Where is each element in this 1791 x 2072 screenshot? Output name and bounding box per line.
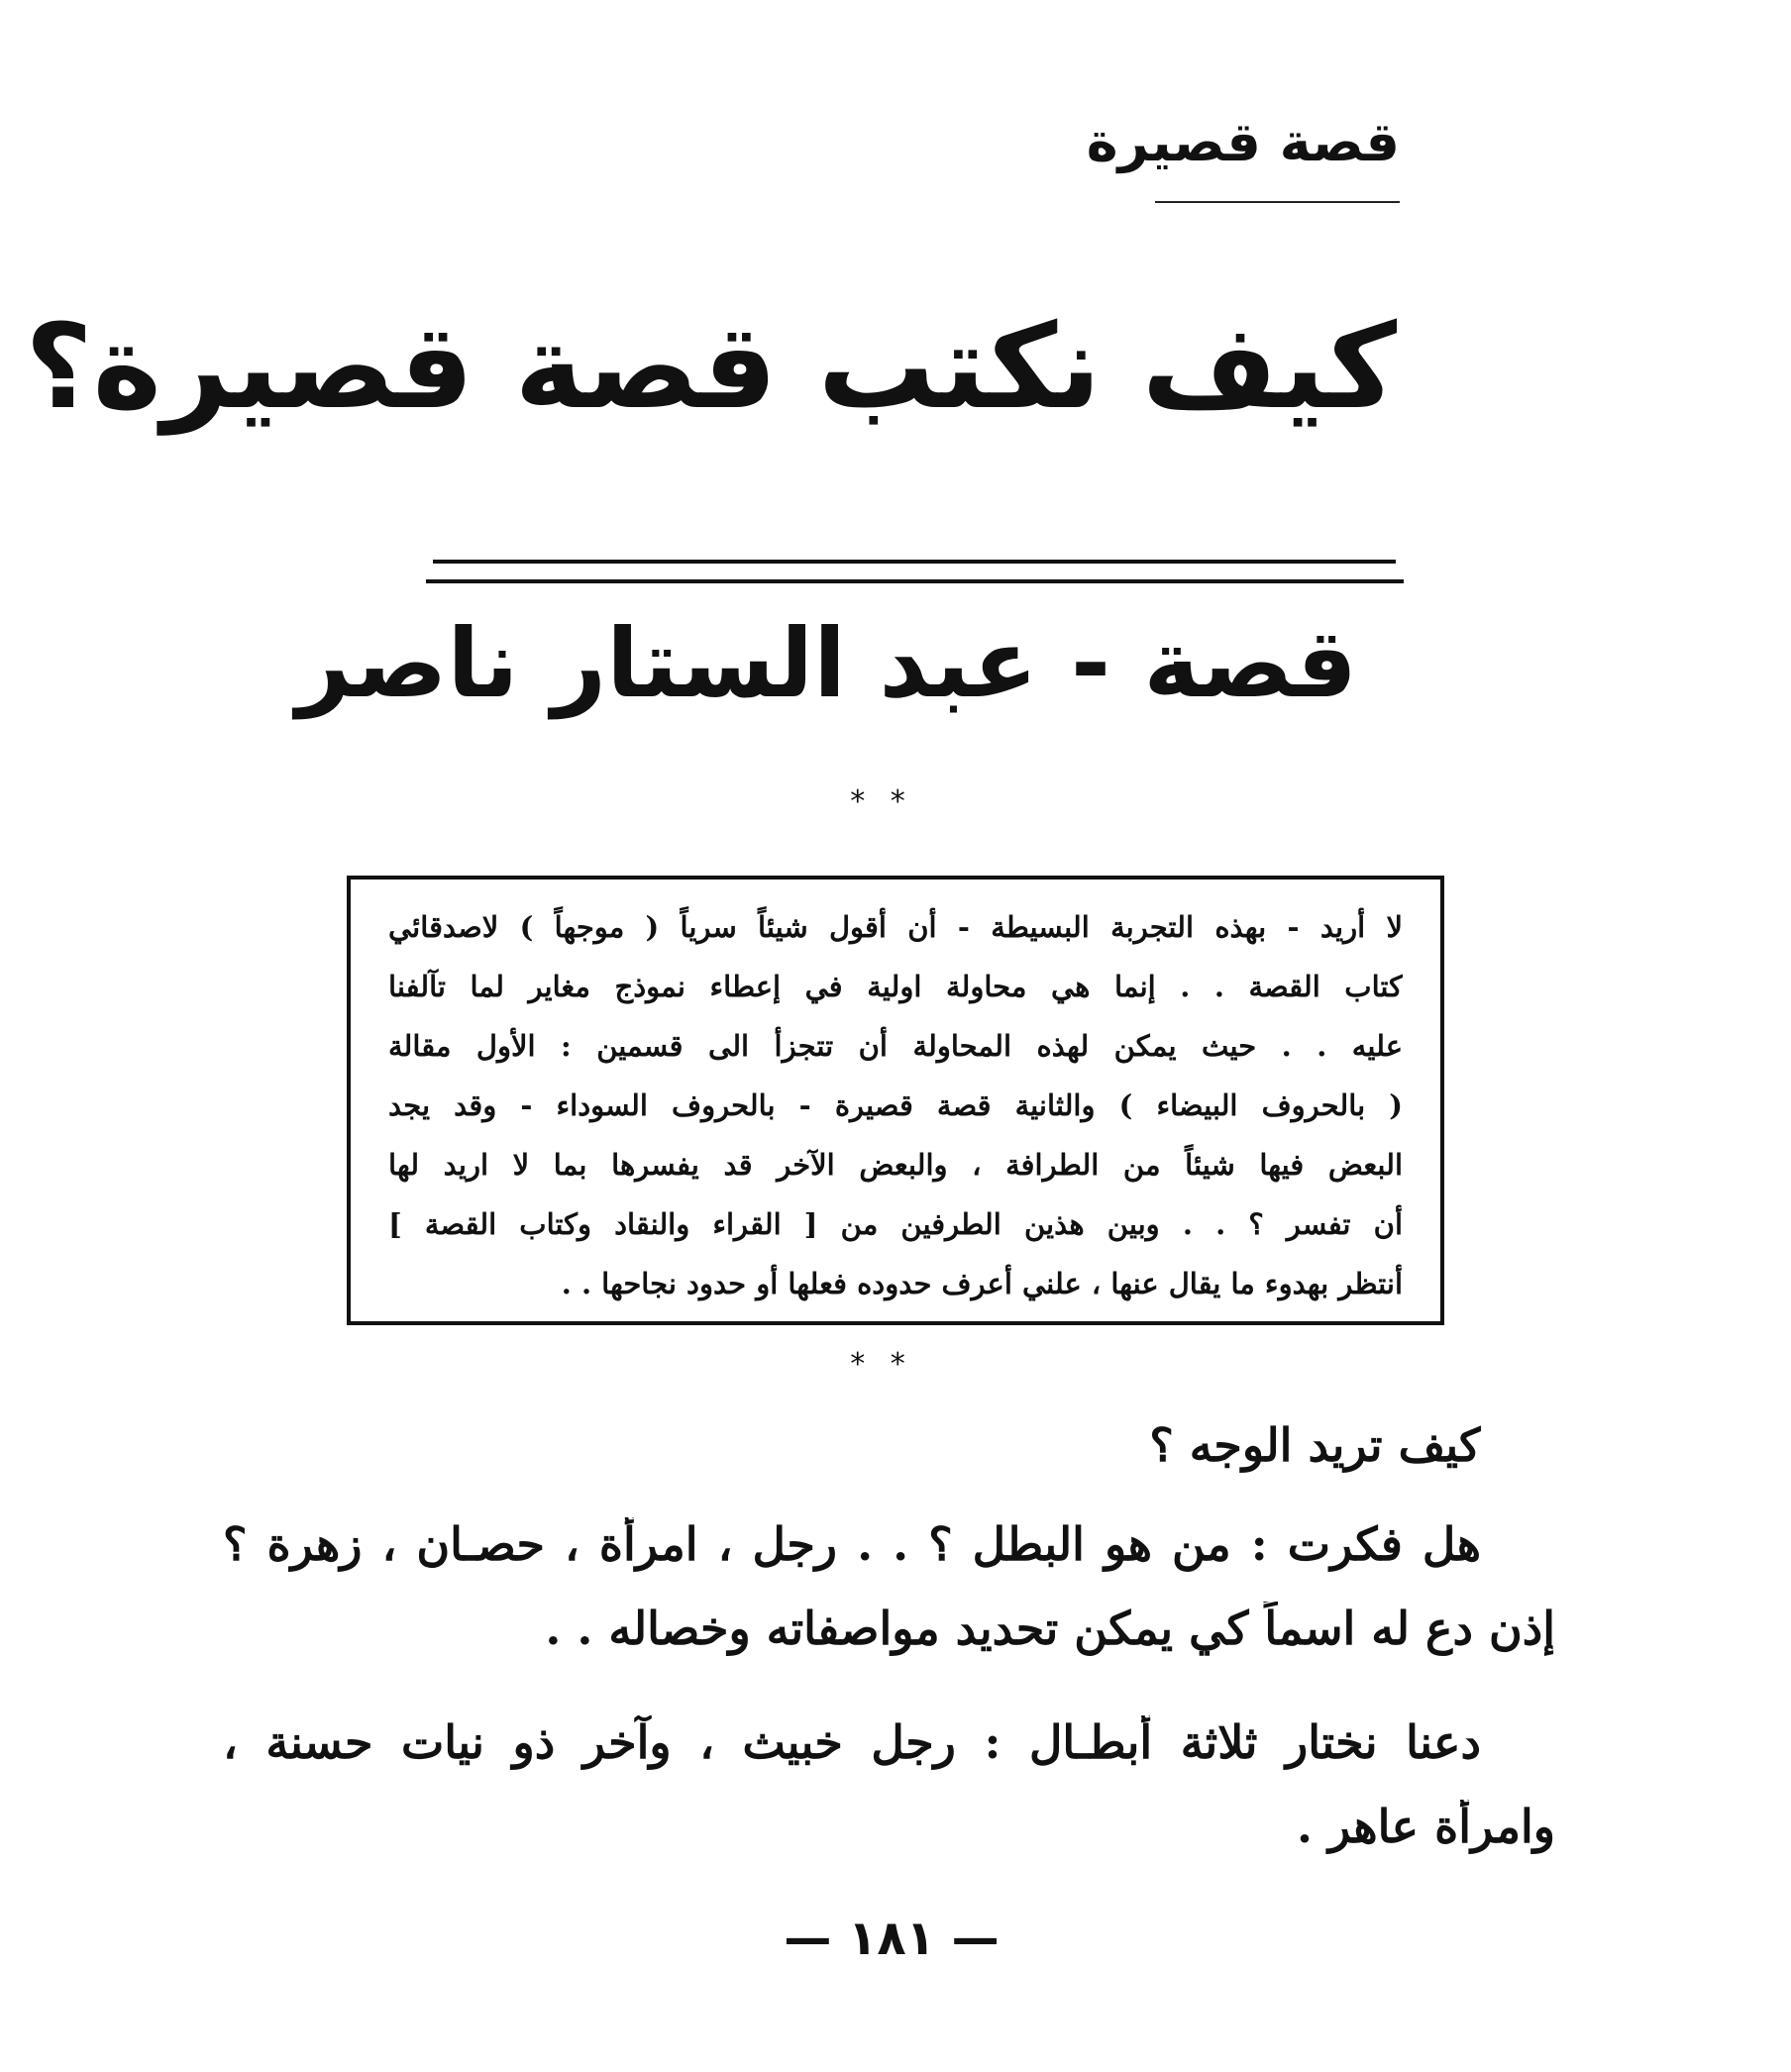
ornament-stars-bottom: * * xyxy=(850,1347,913,1382)
body-line: إذن دع له اسماً كي يمكن تحديد مواصفاته وخصاله . . xyxy=(545,1602,1555,1655)
title-divider-top xyxy=(433,560,1396,564)
intro-line: لا أريد - بهذه التجربة البسيطة - أن أقول شيئاً سرياً ( موجهاً ) لاصدقائي xyxy=(388,910,1403,944)
body-line: كيف تريد الوجه ؟ xyxy=(1149,1418,1481,1472)
intro-line: أن تفسر ؟ . . وبين هذين الطرفين من [ القراء والنقاد وكتاب القصة ] xyxy=(388,1207,1403,1241)
section-label-underline xyxy=(1155,201,1400,203)
body-line: وامرأة عاهر . xyxy=(1296,1800,1555,1853)
title-divider-bottom xyxy=(426,579,1404,583)
intro-line: عليه . . حيث يمكن لهذه المحاولة أن تتجزأ الى قسمين : الأول مقالة xyxy=(388,1029,1403,1063)
page-number: — ١٨١ — xyxy=(784,1911,1000,1966)
body-line: دعنا نختار ثلاثة أبطـال : رجل خبيث ، وآخر ذو نيات حسنة ، xyxy=(223,1715,1481,1769)
intro-line: كتاب القصة . . إنما هي محاولة اولية في إعطاء نموذج مغاير لما تآلفنا xyxy=(388,970,1403,1003)
section-label: قصة قصيرة xyxy=(1086,111,1400,173)
body-line: هل فكرت : من هو البطل ؟ . . رجل ، امرأة ، حصـان ، زهرة ؟ xyxy=(223,1517,1481,1571)
article-title: كيف نكتب قصة قصيرة؟ xyxy=(25,298,1397,435)
intro-line: أنتظر بهدوء ما يقال عنها ، علني أعرف حدوده فعلها أو حدود نجاحها . . xyxy=(561,1267,1403,1300)
intro-line: ( بالحروف البيضاء ) والثانية قصة قصيرة - بالحروف السوداء - وقد يجد xyxy=(388,1088,1403,1122)
ornament-stars-top: * * xyxy=(850,784,913,819)
intro-line: البعض فيها شيئاً من الطرافة ، والبعض الآخر قد يفسرها بما لا اريد لها xyxy=(388,1148,1403,1182)
author-byline: قصة - عبد الستار ناصر xyxy=(295,608,1357,719)
intro-box xyxy=(347,876,1444,1325)
